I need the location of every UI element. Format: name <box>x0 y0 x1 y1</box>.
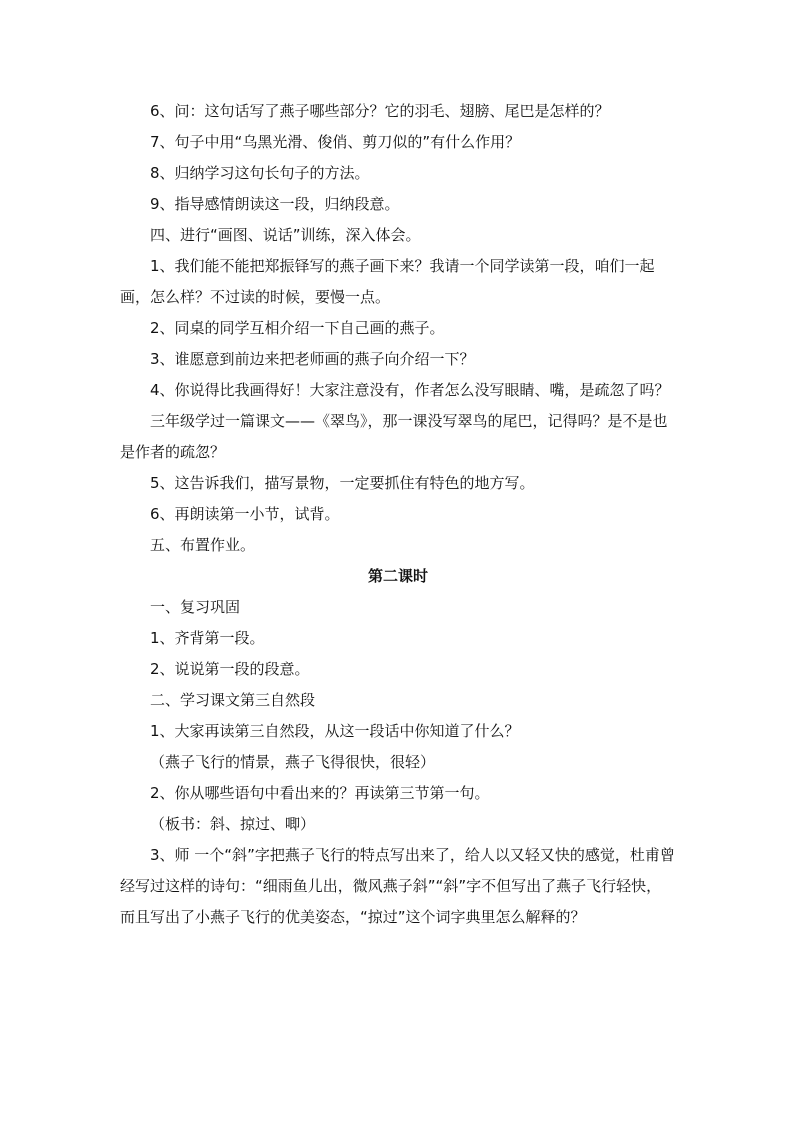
paragraph-study-answer: （燕子飞行的情景，燕子飞得很快，很轻） <box>150 753 436 771</box>
section-heading: 第二课时 <box>367 567 428 585</box>
paragraph-q9: 9、指导感情朗读这一段，归纳段意。 <box>150 195 400 213</box>
paragraph-q6: 6、问：这句话写了燕子哪些部分？它的羽毛、翅膀、尾巴是怎样的？ <box>150 102 610 120</box>
paragraph-draw-6: 6、再朗读第一小节，试背。 <box>150 505 340 523</box>
paragraph-review-1: 1、齐背第一段。 <box>150 629 265 647</box>
paragraph-draw-4: 4、你说得比我画得好！大家注意没有，作者怎么没写眼睛、嘴，是疏忽了吗？ <box>150 381 670 399</box>
paragraph-kingfisher: 三年级学过一篇课文——《翠鸟》，那一课没写翠鸟的尾巴，记得吗？是不是也是作者的疏忽？ <box>120 412 668 461</box>
paragraph-study-1: 1、大家再读第三自然段，从这一段话中你知道了什么？ <box>150 722 520 740</box>
paragraph-step-five: 五、布置作业。 <box>150 536 256 554</box>
paragraph-review: 一、复习巩固 <box>150 598 241 616</box>
paragraph-draw-1: 1、我们能不能把郑振铎写的燕子画下来？我请一个同学读第一段，咱们一起画，怎么样？不过读的时候，要慢一点。 <box>120 257 655 306</box>
paragraph-draw-2: 2、同桌的同学互相介绍一下自己画的燕子。 <box>150 319 445 337</box>
paragraph-review-2: 2、说说第一段的段意。 <box>150 660 310 678</box>
paragraph-draw-5: 5、这告诉我们，描写景物，一定要抓住有特色的地方写。 <box>150 474 535 492</box>
paragraph-study-three: 二、学习课文第三自然段 <box>150 691 316 709</box>
paragraph-draw-3: 3、谁愿意到前边来把老师画的燕子向介绍一下？ <box>150 350 475 368</box>
paragraph-q8: 8、归纳学习这句长句子的方法。 <box>150 164 370 182</box>
paragraph-q7: 7、句子中用“乌黑光滑、俊俏、剪刀似的”有什么作用？ <box>150 133 521 151</box>
paragraph-study-3: 3、师 一个“斜”字把燕子飞行的特点写出来了，给人以又轻又快的感觉，杜甫曾经写过这样的诗句：“细雨鱼儿出，微风燕子斜”“斜”字不但写出了燕子飞行轻快，而且写出了小燕子飞行的优美姿态，“掠过”这个词字典里怎么解释的？ <box>120 846 675 926</box>
lesson-text <box>120 96 676 933</box>
paragraph-step-four: 四、进行“画图、说话”训练，深入体会。 <box>150 226 421 244</box>
paragraph-study-2: 2、你从哪些语句中看出来的？再读第三节第一句。 <box>150 784 490 802</box>
paragraph-blackboard: （板书：斜、掠过、唧） <box>150 815 316 833</box>
